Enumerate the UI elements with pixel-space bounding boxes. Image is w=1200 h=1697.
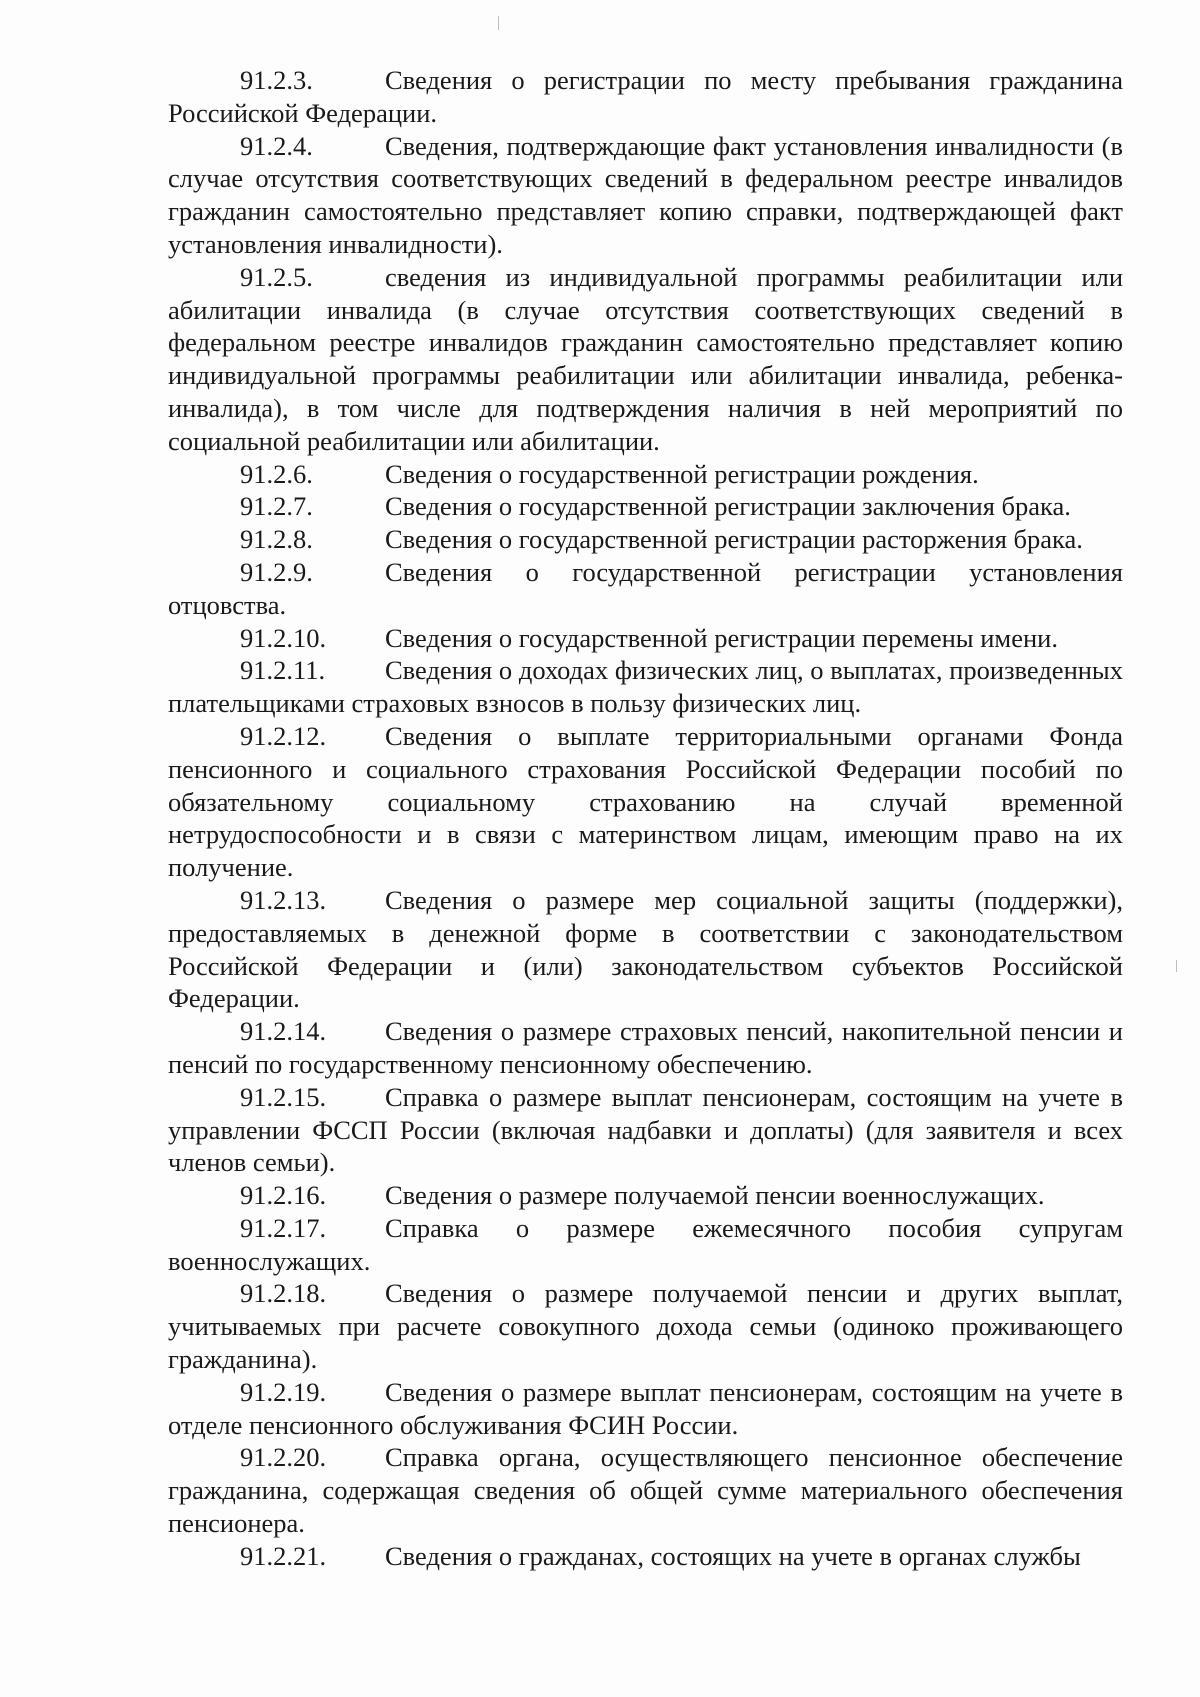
item-number: 91.2.10. xyxy=(240,622,327,653)
item-number: 91.2.18. xyxy=(240,1278,327,1309)
item-number: 91.2.14. xyxy=(240,1016,327,1047)
item-text: Сведения о выплате территориальными органами Фонда пенсионного и социального страхования Российской Федерации пособий по обязательному социальному страхованию на случай временной нетрудоспособности и в связи с материнством лицам, имеющим право на их получение. xyxy=(168,720,1123,883)
item-number: 91.2.16. xyxy=(240,1180,327,1211)
list-item xyxy=(168,458,1123,491)
item-number: 91.2.12. xyxy=(240,720,327,751)
item-text: Сведения о государственной регистрации расторжения брака. xyxy=(385,524,1083,555)
item-number: 91.2.8. xyxy=(240,524,313,555)
item-text: Сведения о государственной регистрации установления отцовства. xyxy=(168,556,1123,620)
list-item xyxy=(168,556,1123,622)
item-number: 91.2.20. xyxy=(240,1442,327,1473)
item-text: Сведения о размере получаемой пенсии и других выплат, учитываемых при расчете совокупного дохода семьи (одиноко проживающего гражданина). xyxy=(168,1278,1123,1375)
item-text: Сведения о размере получаемой пенсии военнослужащих. xyxy=(385,1180,1045,1211)
list-item xyxy=(168,1179,1123,1212)
list-item xyxy=(168,1441,1123,1539)
item-number: 91.2.21. xyxy=(240,1540,327,1571)
list-item xyxy=(168,884,1123,1015)
item-text: Сведения о доходах физических лиц, о выплатах, произведенных плательщиками страховых взносов в пользу физических лиц. xyxy=(168,655,1123,719)
item-number: 91.2.17. xyxy=(240,1212,327,1243)
list-item xyxy=(168,1376,1123,1442)
item-text: Справка о размере выплат пенсионерам, состоящим на учете в управлении ФССП России (включая надбавки и доплаты) (для заявителя и всех членов семьи). xyxy=(168,1081,1123,1178)
item-text: Справка органа, осуществляющего пенсионное обеспечение гражданина, содержащая сведения об общей сумме материального обеспечения пенсионера. xyxy=(168,1442,1123,1539)
list-item xyxy=(168,654,1123,720)
item-number: 91.2.13. xyxy=(240,884,327,915)
list-item xyxy=(168,523,1123,556)
item-number: 91.2.15. xyxy=(240,1081,327,1112)
list-item xyxy=(168,1081,1123,1179)
scan-mark-top xyxy=(498,16,499,30)
item-number: 91.2.5. xyxy=(240,261,313,292)
item-number: 91.2.19. xyxy=(240,1376,327,1407)
document-body xyxy=(168,64,1123,1573)
item-text: Сведения, подтверждающие факт установления инвалидности (в случае отсутствия соответствующих сведений в федеральном реестре инвалидов гражданин самостоятельно представляет копию справки, подтверждающей факт установления инвалидности). xyxy=(168,130,1123,259)
item-text: сведения из индивидуальной программы реабилитации или абилитации инвалида (в случае отсутствия соответствующих сведений в федеральном реестре инвалидов гражданин самостоятельно представляет копию индивидуальной программы реабилитации или абилитации инвалида, ребенка-инвалида), в том числе для подтверждения наличия в ней мероприятий по социальной реабилитации или абилитации. xyxy=(168,261,1123,456)
list-item xyxy=(168,1015,1123,1081)
item-text: Сведения о государственной регистрации заключения брака. xyxy=(385,491,1071,522)
list-item xyxy=(168,622,1123,655)
scan-mark-right xyxy=(1176,960,1177,972)
item-text: Сведения о государственной регистрации перемены имени. xyxy=(385,622,1058,653)
item-text: Сведения о регистрации по месту пребывания гражданина Российской Федерации. xyxy=(168,65,1123,128)
item-number: 91.2.6. xyxy=(240,458,313,489)
item-text: Справка о размере ежемесячного пособия супругам военнослужащих. xyxy=(168,1212,1123,1276)
item-number: 91.2.4. xyxy=(240,130,313,161)
list-item xyxy=(168,64,1123,130)
list-item xyxy=(168,130,1123,261)
list-item xyxy=(168,1277,1123,1375)
item-text: Сведения о размере страховых пенсий, накопительной пенсии и пенсий по государственному пенсионному обеспечению. xyxy=(168,1016,1123,1079)
item-number: 91.2.11. xyxy=(240,655,326,686)
item-text: Сведения о размере мер социальной защиты (поддержки), предоставляемых в денежной форме в соответствии с законодательством Российской Федерации и (или) законодательством субъектов Российской Федерации. xyxy=(168,884,1123,1014)
list-item xyxy=(168,261,1123,458)
item-text: Сведения о государственной регистрации рождения. xyxy=(385,458,979,489)
list-item xyxy=(168,1212,1123,1278)
list-item xyxy=(168,720,1123,884)
item-text: Сведения о гражданах, состоящих на учете в органах службы xyxy=(385,1540,1081,1571)
item-text: Сведения о размере выплат пенсионерам, состоящим на учете в отделе пенсионного обслуживания ФСИН России. xyxy=(168,1376,1123,1440)
list-item xyxy=(168,1540,1123,1573)
list-item xyxy=(168,490,1123,523)
item-number: 91.2.3. xyxy=(240,65,313,95)
item-number: 91.2.7. xyxy=(240,491,313,522)
item-number: 91.2.9. xyxy=(240,556,313,587)
